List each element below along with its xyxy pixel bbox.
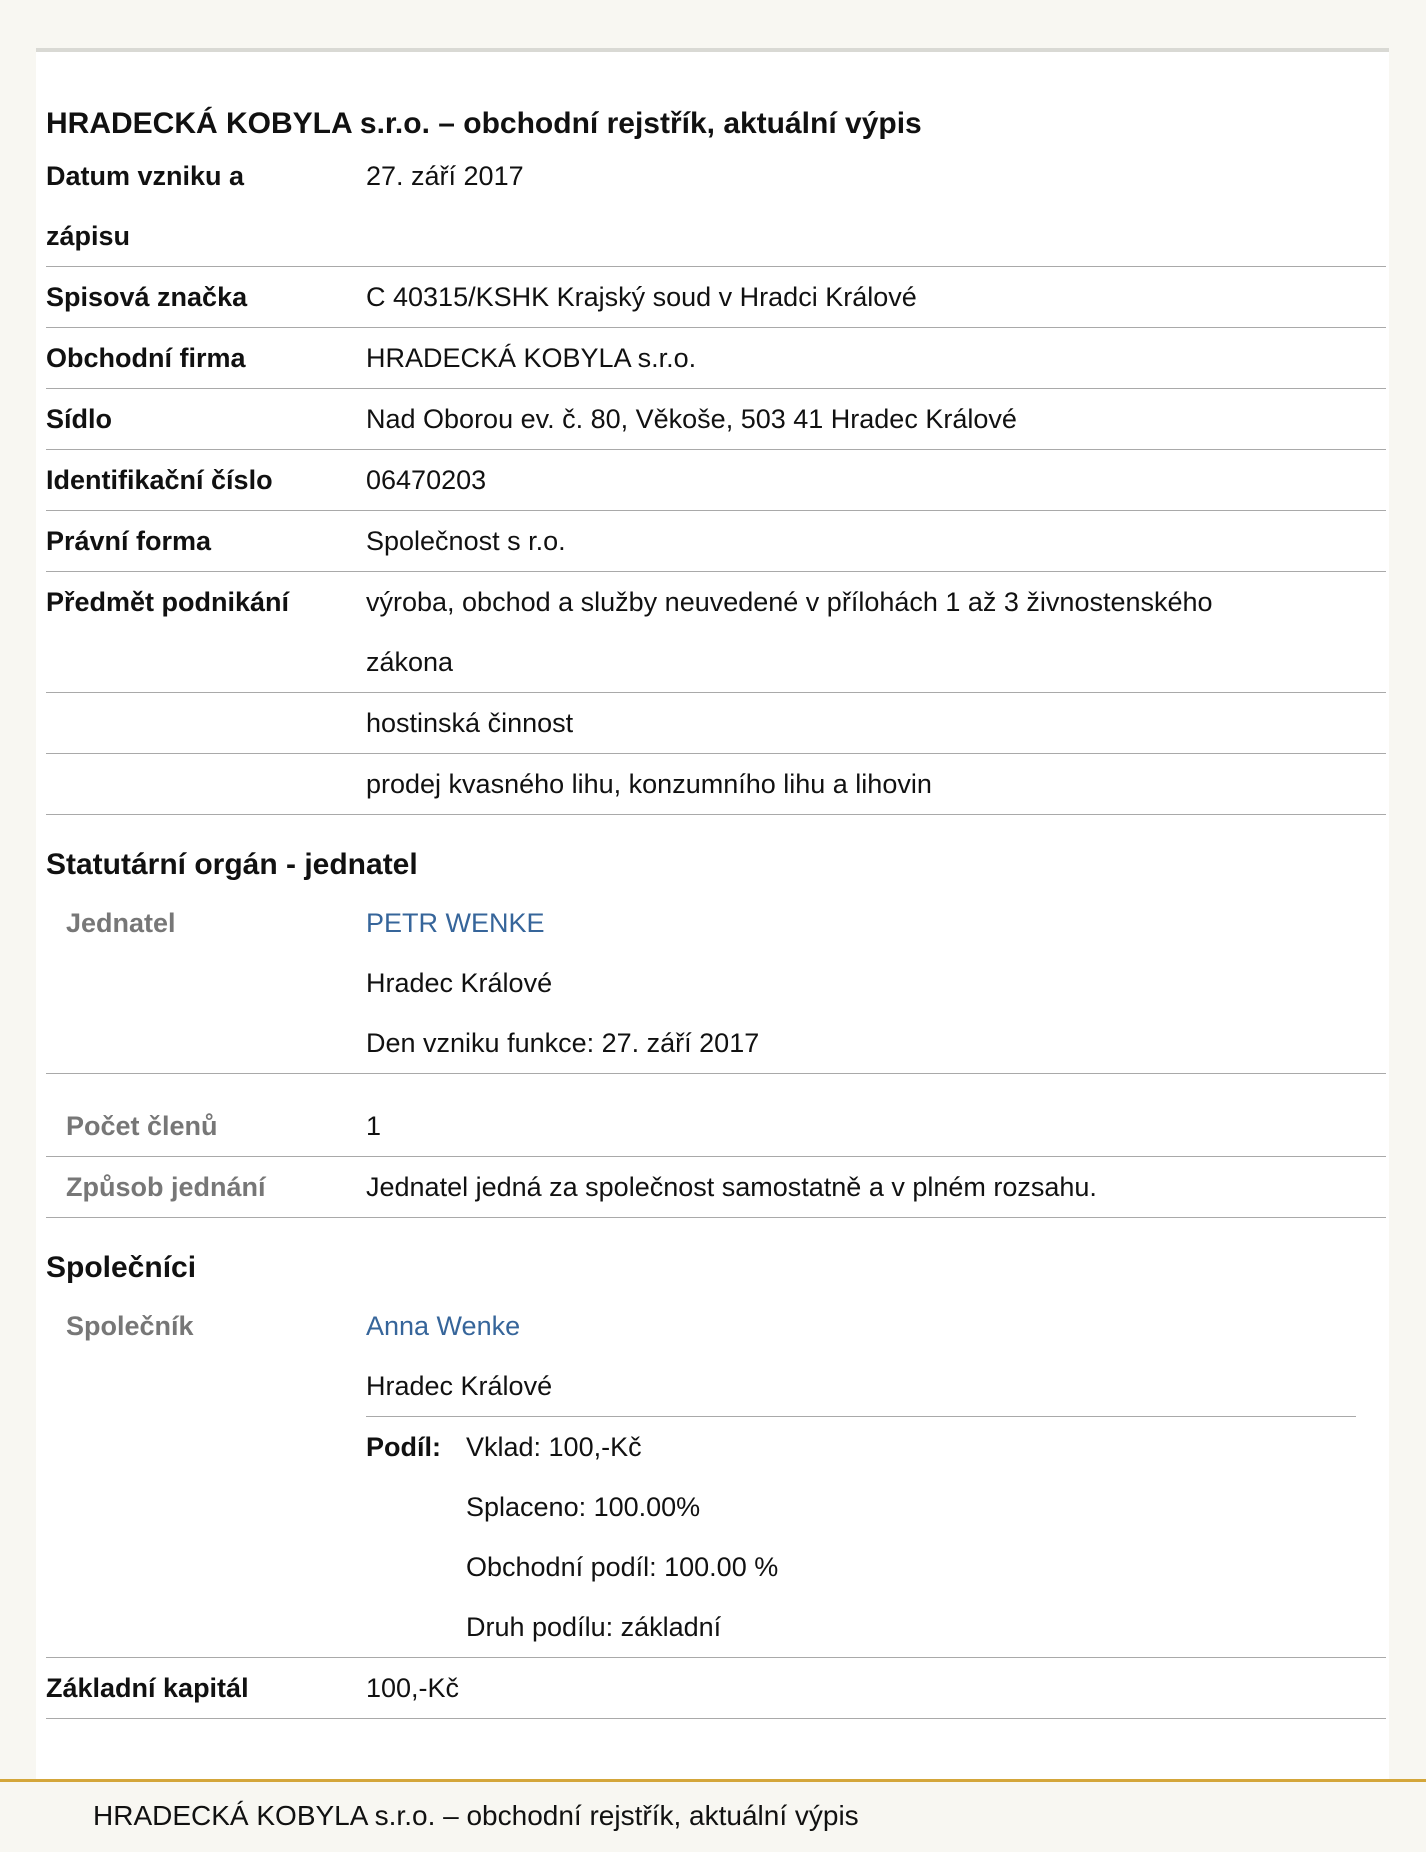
podil-druh: Druh podílu: základní xyxy=(466,1612,722,1642)
kapital-label: Základní kapitál xyxy=(46,1673,249,1703)
row-pocet-clenu xyxy=(46,1074,1386,1157)
podil-values xyxy=(466,1417,778,1657)
row-predmet-podnikani-2 xyxy=(46,693,1386,754)
zpusob-label: Způsob jednání xyxy=(66,1172,266,1202)
row-zakladni-kapital xyxy=(46,1658,1386,1719)
jednatel-value xyxy=(366,893,1386,1073)
jednatel-since: Den vzniku funkce: 27. září 2017 xyxy=(366,1028,760,1058)
predmet-value-1 xyxy=(366,572,1386,692)
row-sidlo xyxy=(46,389,1386,450)
empty-label xyxy=(46,754,366,814)
datum-label xyxy=(46,146,366,266)
ico-label: Identifikační číslo xyxy=(46,465,273,495)
pocet-label: Počet členů xyxy=(66,1111,218,1141)
row-zpusob-jednani xyxy=(46,1157,1386,1218)
datum-label-line-1: Datum vzniku a xyxy=(46,161,245,191)
ico-value: 06470203 xyxy=(366,465,487,495)
row-spisova-znacka xyxy=(46,267,1386,328)
firma-label: Obchodní firma xyxy=(46,343,246,373)
kapital-value: 100,-Kč xyxy=(366,1673,460,1703)
row-predmet-podnikani xyxy=(46,572,1386,693)
predmet-value-2: hostinská činnost xyxy=(366,708,574,738)
datum-label-line-2: zápisu xyxy=(46,221,131,251)
jednatel-name-link[interactable]: PETR WENKE xyxy=(366,908,545,938)
footer-title: HRADECKÁ KOBYLA s.r.o. – obchodní rejstřík, aktuální výpis xyxy=(93,1800,859,1831)
footer-bar xyxy=(0,1779,1426,1852)
page-title: HRADECKÁ KOBYLA s.r.o. – obchodní rejstřík, aktuální výpis xyxy=(46,107,922,140)
section-heading-statutarni: Statutární orgán - jednatel xyxy=(46,848,418,881)
predmet-value-3: prodej kvasného lihu, konzumního lihu a lihovin xyxy=(366,769,932,799)
podil-block xyxy=(366,1416,1356,1657)
datum-value: 27. září 2017 xyxy=(366,161,524,191)
spolecnik-name-link[interactable]: Anna Wenke xyxy=(366,1311,521,1341)
empty-label xyxy=(46,693,366,753)
predmet-item-line: výroba, obchod a služby neuvedené v přílohách 1 až 3 živnostenského xyxy=(366,587,1213,617)
spolecnik-city: Hradec Králové xyxy=(366,1371,553,1401)
row-pravni-forma xyxy=(46,511,1386,572)
spolecnik-value xyxy=(366,1296,1386,1657)
jednatel-city: Hradec Králové xyxy=(366,968,553,998)
forma-label: Právní forma xyxy=(46,526,212,556)
row-predmet-podnikani-3 xyxy=(46,754,1386,815)
podil-vklad: Vklad: 100,-Kč xyxy=(466,1432,642,1462)
podil-splaceno: Splaceno: 100.00% xyxy=(466,1492,701,1522)
zpusob-value: Jednatel jedná za společnost samostatně a v plném rozsahu. xyxy=(366,1172,1097,1202)
sidlo-label: Sídlo xyxy=(46,404,112,434)
pocet-value: 1 xyxy=(366,1111,382,1141)
podil-obchodni: Obchodní podíl: 100.00 % xyxy=(466,1552,779,1582)
jednatel-label: Jednatel xyxy=(66,908,176,938)
spisova-label: Spisová značka xyxy=(46,282,248,312)
row-datum-vzniku xyxy=(46,146,1386,267)
forma-value: Společnost s r.o. xyxy=(366,526,566,556)
row-spolecnik xyxy=(46,1296,1386,1658)
row-identifikacni-cislo xyxy=(46,450,1386,511)
firma-value: HRADECKÁ KOBYLA s.r.o. xyxy=(366,343,697,373)
row-obchodni-firma xyxy=(46,328,1386,389)
section-heading-spolecnici: Společníci xyxy=(46,1251,197,1284)
predmet-label: Předmět podnikání xyxy=(46,587,290,617)
spisova-value: C 40315/KSHK Krajský soud v Hradci Králové xyxy=(366,282,917,312)
record-content xyxy=(46,52,1386,1719)
predmet-item-line: zákona xyxy=(366,647,454,677)
record-card xyxy=(36,48,1389,1780)
row-jednatel xyxy=(46,893,1386,1074)
spolecnik-label: Společník xyxy=(66,1311,194,1341)
sidlo-value: Nad Oborou ev. č. 80, Věkoše, 503 41 Hradec Králové xyxy=(366,404,1017,434)
podil-label: Podíl: xyxy=(366,1432,441,1462)
